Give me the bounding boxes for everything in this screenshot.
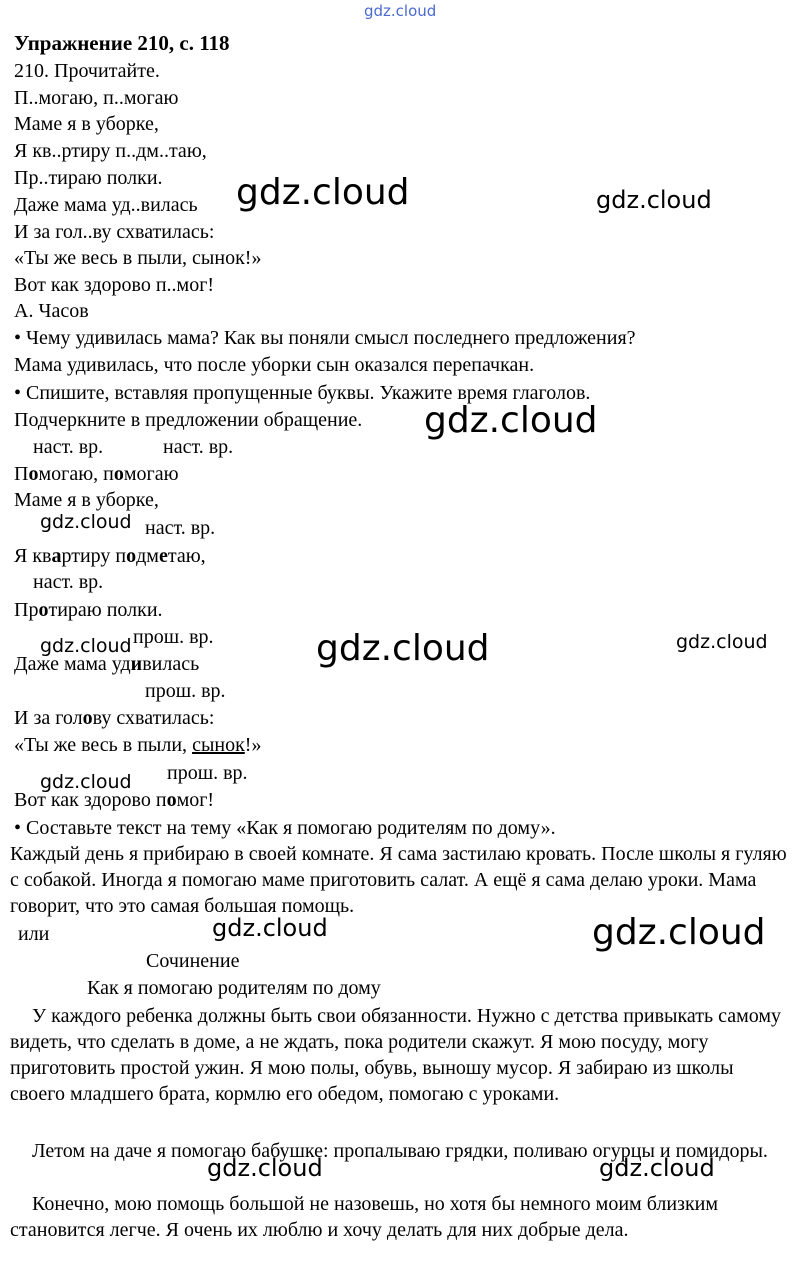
question-1: • Чему удивилась мама? Как вы поняли смысл последнего предложения? <box>14 327 636 349</box>
poem-line: Даже мама уд..вилась <box>14 194 198 216</box>
poem-line: Вот как здорово п..мог! <box>14 274 215 296</box>
address-underlined: сынок <box>192 734 245 756</box>
watermark: gdz.cloud <box>592 912 766 953</box>
poem-author: А. Часов <box>14 300 89 322</box>
solved-line-4: Протираю полки. <box>14 599 163 621</box>
or-label: или <box>18 923 50 945</box>
tense-label: наст. вр. <box>145 517 216 539</box>
watermark: gdz.cloud <box>676 631 768 653</box>
tense-label: прош. вр. <box>133 626 214 648</box>
watermark: gdz.cloud <box>316 628 490 669</box>
watermark: gdz.cloud <box>212 914 328 942</box>
essay-paragraph-2: Летом на даче я помогаю бабушке: пропалываю грядки, поливаю огурцы и помидоры. <box>32 1140 768 1162</box>
tense-label: наст. вр. <box>33 436 104 458</box>
solved-line-1: Помогаю, помогаю <box>14 463 179 485</box>
watermark: gdz.cloud <box>424 400 598 441</box>
poem-line: И за гол..ву схватилась: <box>14 221 215 243</box>
tense-label: наст. вр. <box>163 436 234 458</box>
watermark: gdz.cloud <box>40 771 132 793</box>
solved-line-5: Даже мама удивилась <box>14 653 200 675</box>
poem-line: «Ты же весь в пыли, сынок!» <box>14 247 262 269</box>
answer-3: Каждый день я прибираю в своей комнате. Я сама застилаю кровать. После школы я гуляю с собакой. Иногда я помогаю маме приготовить салат. А ещё я сама делаю уроки. Мама говорит, что это самая большая помощь. <box>10 843 787 917</box>
solved-line-6: И за голову схватилась: <box>14 707 215 729</box>
solved-line-7: «Ты же весь в пыли, сынок!» <box>14 734 262 756</box>
solved-line-8: Вот как здорово помог! <box>14 789 215 811</box>
question-3: • Составьте текст на тему «Как я помогаю родителям по дому». <box>14 817 556 839</box>
poem-line: Я кв..ртиру п..дм..таю, <box>14 140 207 162</box>
watermark: gdz.cloud <box>236 172 410 213</box>
essay-paragraph-3: Конечно, мою помощь большой не назовешь, но хотя бы немного моим близким становится легче. Я очень их люблю и хочу делать для них добрые дела. <box>10 1193 719 1241</box>
watermark: gdz.cloud <box>207 1154 323 1182</box>
watermark: gdz.cloud <box>596 186 712 214</box>
answer-1: Мама удивилась, что после уборки сын оказался перепачкан. <box>14 354 535 376</box>
question-2: • Спишите, вставляя пропущенные буквы. Укажите время глаголов. <box>14 382 591 404</box>
tense-label: наст. вр. <box>33 571 104 593</box>
poem-line: Пр..тираю полки. <box>14 167 163 189</box>
exercise-title: Упражнение 210, с. 118 <box>14 31 230 55</box>
poem-line: П..могаю, п..могаю <box>14 87 179 109</box>
essay-label: Сочинение <box>146 950 240 972</box>
essay-title: Как я помогаю родителям по дому <box>87 977 381 999</box>
poem-line: Маме я в уборке, <box>14 113 159 135</box>
tense-label: прош. вр. <box>167 762 248 784</box>
watermark: gdz.cloud <box>599 1154 715 1182</box>
solved-line-3: Я квартиру подметаю, <box>14 545 206 567</box>
tense-label: прош. вр. <box>145 680 226 702</box>
solved-line-2: Маме я в уборке, <box>14 489 159 511</box>
task-line: 210. Прочитайте. <box>14 60 160 82</box>
top-watermark: gdz.cloud <box>364 2 437 20</box>
question-2-sub: Подчеркните в предложении обращение. <box>14 409 363 431</box>
watermark: gdz.cloud <box>40 511 132 533</box>
watermark: gdz.cloud <box>40 635 132 657</box>
essay-paragraph-1: У каждого ребенка должны быть свои обязанности. Нужно с детства привыкать самому видеть, что сделать в доме, а не ждать, пока родители скажут. Я мою посуду, могу приготовить простой ужин. Я мою полы, обувь, выношу мусор. Я забираю из школы своего младшего брата, кормлю его обедом, помогаю с уроками. <box>10 1005 782 1105</box>
